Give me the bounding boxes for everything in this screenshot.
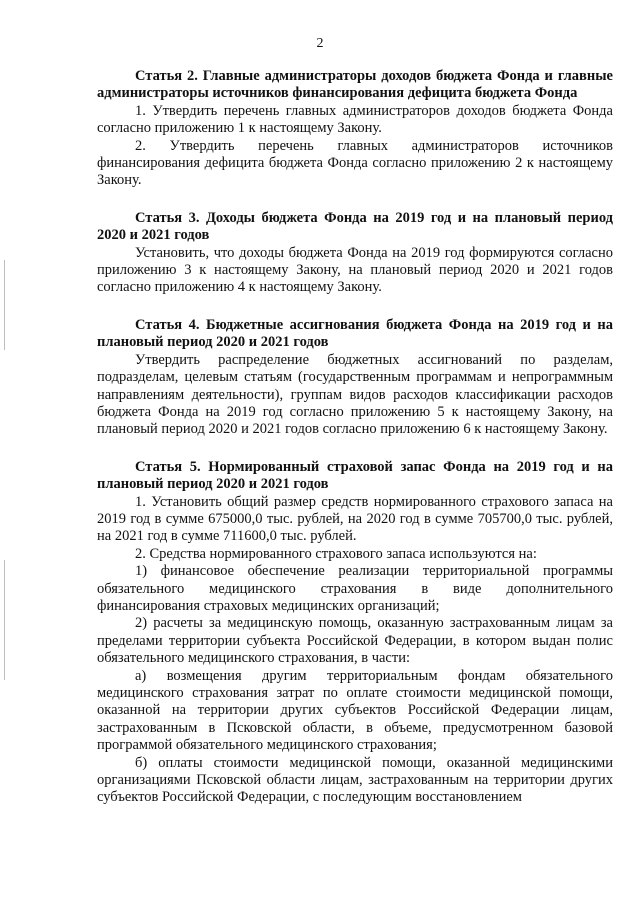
paragraph: 2. Средства нормированного страхового запаса используются на:	[135, 545, 537, 562]
document-body	[97, 68, 613, 827]
article-2	[97, 68, 613, 190]
paragraph: а) возмещения другим территориальным фондам обязательного медицинского страхования затрат по оплате стоимости медицинской помощи, оказанной на территории других субъектов Российской Федерации лицам, застрахованным в Псковской области, в объеме, предусмотренном базовой программой обязательного медицинского страхования;	[97, 667, 613, 754]
paragraph: Установить, что доходы бюджета Фонда на 2019 год формируются согласно приложению 3 к настоящему Закону, на плановый период 2020 и 2021 годов согласно приложению 4 к настоящему Закону.	[97, 244, 613, 296]
article-heading: Статья 3. Доходы бюджета Фонда на 2019 год и на плановый период 2020 и 2021 годов	[97, 209, 613, 244]
paragraph: Утвердить распределение бюджетных ассигнований по разделам, подразделам, целевым статьям (государственным программам и непрограммным направлениям деятельности), группам видов расходов классификации расходов бюджета Фонда на 2019 год согласно приложению 5 к настоящему Закону, на плановый период 2020 и 2021 годов согласно приложению 6 к настоящему Закону.	[97, 351, 613, 438]
article-5	[97, 459, 613, 807]
paragraph: 1) финансовое обеспечение реализации территориальной программы обязательного медицинского страхования в виде дополнительного финансирования страховых медицинских организаций;	[97, 563, 613, 614]
paragraph: 2) расчеты за медицинскую помощь, оказанную застрахованным лицам за пределами территории субъекта Российской Федерации, в котором выдан полис обязательного медицинского страхования, в части:	[97, 615, 613, 667]
scan-edge-mark	[4, 260, 5, 350]
article-heading: Статья 5. Нормированный страховой запас Фонда на 2019 год и на плановый период 2020 и 2021 годов	[97, 458, 613, 493]
page-number: 2	[316, 36, 324, 51]
article-heading: Статья 4. Бюджетные ассигнования бюджета Фонда на 2019 год и на плановый период 2020 и 2021 годов	[97, 316, 613, 351]
paragraph: 1. Установить общий размер средств нормированного страхового запаса на 2019 год в сумме 675000,0 тыс. рублей, на 2020 год в сумме 705700,0 тыс. рублей, на 2021 год в сумме 711600,0 тыс. рублей.	[97, 493, 613, 545]
paragraph: 2. Утвердить перечень главных администраторов источников финансирования дефицита бюджета Фонда согласно приложению 2 к настоящему Закону.	[97, 137, 613, 189]
paragraph: б) оплаты стоимости медицинской помощи, оказанной медицинскими организациями Псковской области лицам, застрахованным на территории других субъектов Российской Федерации, с последующим восстановлением	[97, 754, 613, 806]
article-3	[97, 210, 613, 297]
scan-edge-mark	[4, 560, 5, 680]
article-heading: Статья 2. Главные администраторы доходов бюджета Фонда и главные администраторы источников финансирования дефицита бюджета Фонда	[97, 68, 613, 102]
article-4	[97, 317, 613, 439]
paragraph: 1. Утвердить перечень главных администраторов доходов бюджета Фонда согласно приложению 1 к настоящему Закону.	[97, 102, 613, 137]
